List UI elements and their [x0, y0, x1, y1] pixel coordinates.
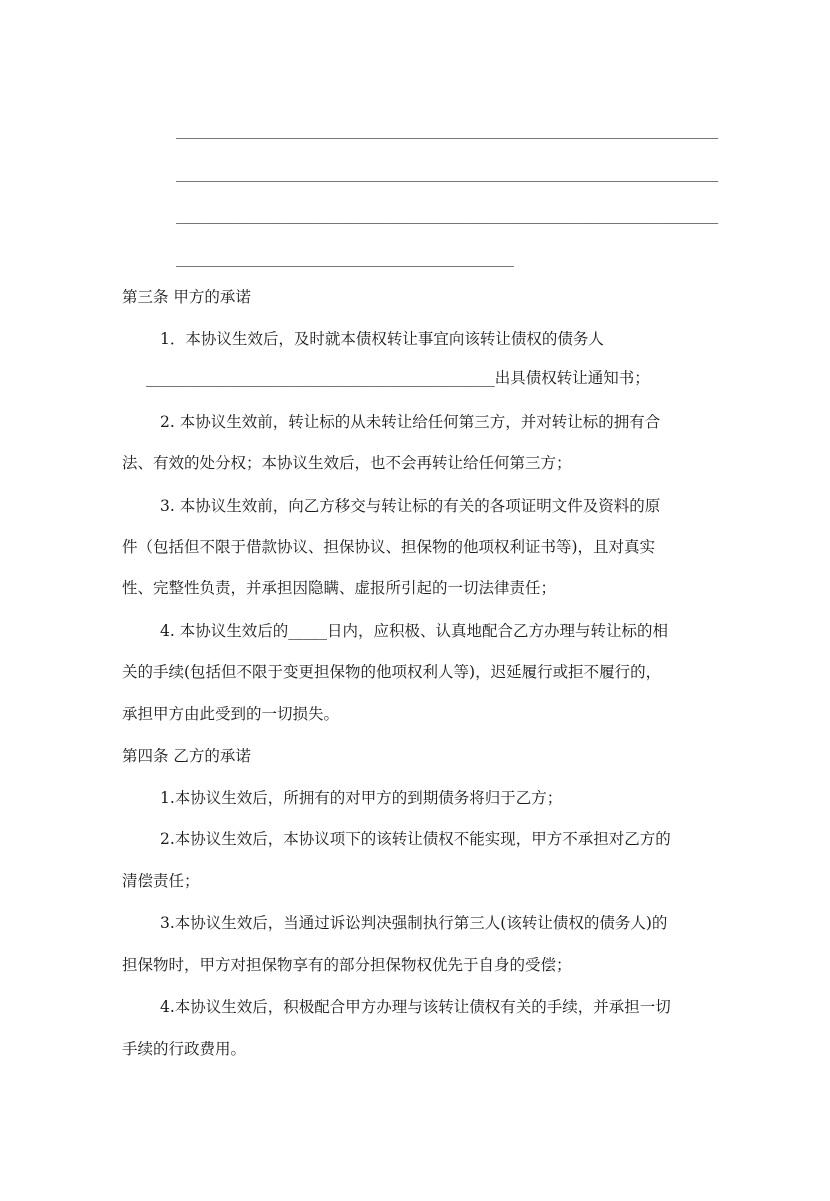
article-3-line: 1．本协议生效后，及时就本债权转让事宜向该转让债权的债务人 — [160, 330, 604, 348]
article-3-line: 3. 本协议生效前，向乙方移交与转让标的有关的各项证明文件及资料的原 — [160, 497, 661, 515]
blank-line: _____________________________________________________________ — [176, 164, 718, 182]
article-3-line: 承担甲方由此受到的一切损失。 — [122, 705, 340, 723]
article-3-line: 性、完整性负责，并承担因隐瞒、虚报所引起的一切法律责任； — [122, 579, 557, 597]
article-3-line: 法、有效的处分权；本协议生效后，也不会再转让给任何第三方； — [122, 454, 572, 472]
article-3-line: 2. 本协议生效前，转让标的从未转让给任何第三方，并对转让标的拥有合 — [160, 413, 661, 431]
blank-line: _____________________________________________________________ — [176, 121, 718, 139]
article-3-line: _____________________________________________出具债权转让通知书； — [146, 369, 650, 387]
article-4-line: 清偿责任； — [122, 872, 200, 890]
article-4-line: 3.本协议生效后，当通过诉讼判决强制执行第三人(该转让债权的债务人)的 — [160, 914, 668, 932]
article-4-line: 4.本协议生效后，积极配合甲方办理与该转让债权有关的手续，并承担一切 — [160, 998, 671, 1016]
article-4-line: 担保物时，甲方对担保物享有的部分担保物权优先于自身的受偿； — [122, 956, 572, 974]
article-3-line: 件（包括但不限于借款协议、担保协议、担保物的他项权利证书等)，且对真实 — [122, 538, 656, 556]
article-4-heading: 第四条 乙方的承诺 — [122, 747, 251, 765]
article-4-line: 手续的行政费用。 — [122, 1040, 247, 1058]
article-4-line: 2.本协议生效后，本协议项下的该转让债权不能实现，甲方不承担对乙方的 — [160, 830, 671, 848]
blank-line: _____________________________________________________________ — [176, 206, 718, 224]
blank-line: ______________________________________ — [176, 249, 514, 267]
article-3-heading: 第三条 甲方的承诺 — [122, 288, 251, 306]
watermark — [271, 1018, 449, 1201]
article-4-line: 1.本协议生效后，所拥有的对甲方的到期债务将归于乙方； — [160, 789, 563, 807]
article-3-line: 4. 本协议生效后的_____日内，应积极、认真地配合乙方办理与转让标的相 — [160, 622, 668, 640]
article-3-line: 关的手续(包括但不限于变更担保物的他项权利人等)，迟延履行或拒不履行的， — [122, 663, 662, 681]
